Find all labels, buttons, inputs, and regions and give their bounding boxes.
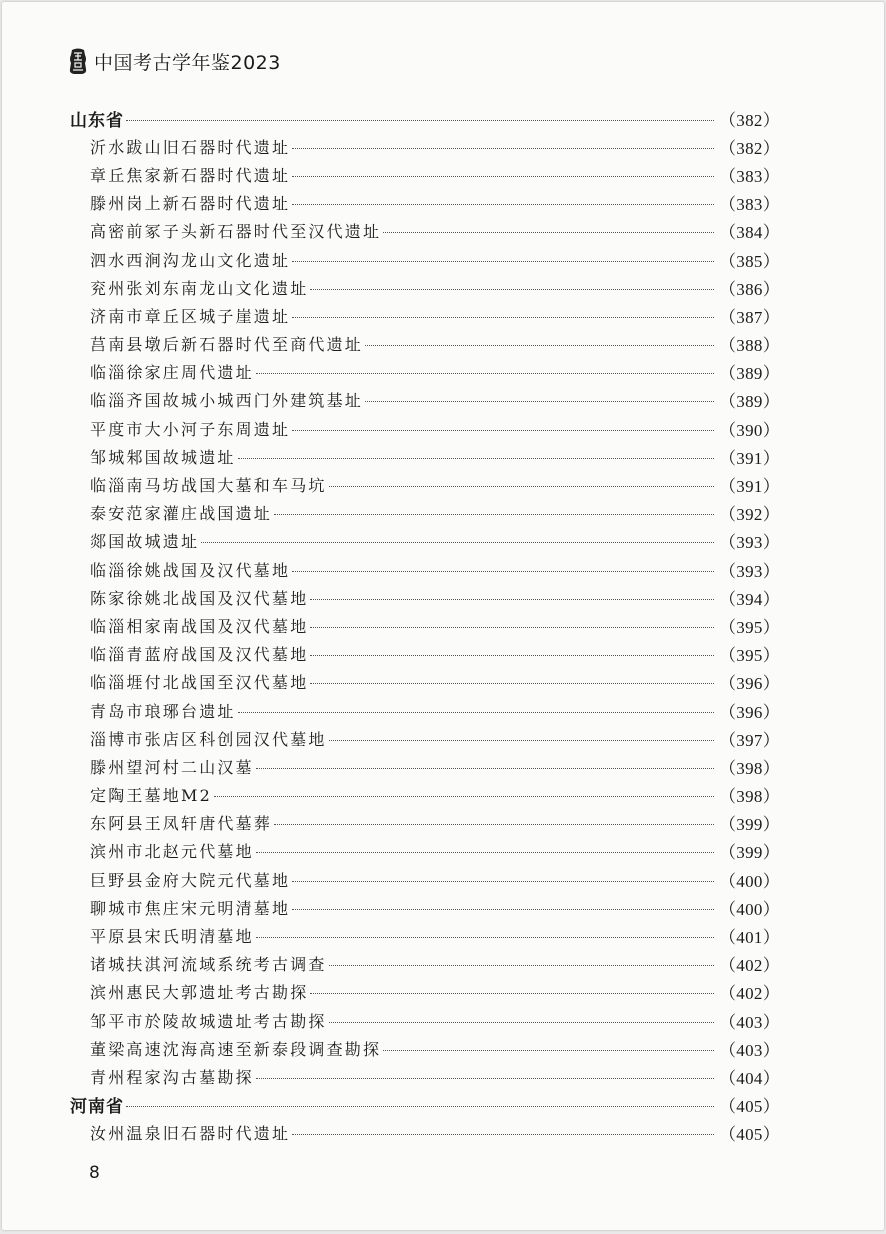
entry-title: 邹平市於陵故城遗址考古勘探 (90, 1011, 327, 1031)
toc-entry-row (70, 414, 780, 442)
toc-entry-row (70, 132, 780, 160)
toc-entry-row (70, 1062, 780, 1090)
entry-title: 临淄徐家庄周代遗址 (90, 363, 254, 383)
entry-title: 泰安范家灌庄战国遗址 (90, 504, 273, 524)
dot-leader (292, 909, 714, 910)
dot-leader (329, 486, 714, 487)
dot-leader (292, 1134, 714, 1135)
page-reference: （398） (719, 758, 780, 778)
entry-title: 巨野县金府大院元代墓地 (90, 870, 291, 890)
toc-entry-row (70, 950, 780, 978)
page-reference: （384） (719, 223, 780, 243)
toc-entry-row (70, 837, 780, 865)
entry-title: 滨州惠民大郭遗址考古勘探 (90, 983, 309, 1003)
page-reference: （395） (719, 646, 780, 666)
dot-leader (365, 345, 714, 346)
entry-title: 汝州温泉旧石器时代遗址 (90, 1124, 291, 1144)
toc-entry-row (70, 865, 780, 893)
entry-title: 滕州岗上新石器时代遗址 (90, 194, 291, 214)
toc-entry-row (70, 1034, 780, 1062)
page-reference: （389） (719, 364, 780, 384)
entry-title: 章丘焦家新石器时代遗址 (90, 165, 291, 185)
toc-entry-row (70, 217, 780, 245)
page-reference: （399） (719, 843, 780, 863)
dot-leader (310, 993, 714, 994)
toc-entry-row (70, 245, 780, 273)
page-reference: （403） (719, 1012, 780, 1032)
page-reference: （383） (719, 166, 780, 186)
toc-entry-row (70, 160, 780, 188)
page-reference: （402） (719, 956, 780, 976)
dot-leader (256, 1078, 714, 1079)
toc-entry-row (70, 499, 780, 527)
entry-title: 董梁高速沈海高速至新泰段调查勘探 (90, 1039, 382, 1059)
dot-leader (214, 796, 714, 797)
page-reference: （404） (719, 1068, 780, 1088)
dot-leader (292, 571, 714, 572)
page-reference: （388） (719, 336, 780, 356)
page-reference: （400） (719, 871, 780, 891)
toc-entry-row (70, 583, 780, 611)
entry-title: 青岛市琅琊台遗址 (90, 701, 236, 721)
dot-leader (256, 937, 714, 938)
page-reference: （394） (719, 589, 780, 609)
entry-title: 滕州望河村二山汉墓 (90, 757, 254, 777)
page-reference: （392） (719, 505, 780, 525)
dot-leader (329, 1022, 714, 1023)
page-reference: （399） (719, 815, 780, 835)
dot-leader (365, 401, 714, 402)
page-reference: （382） (719, 138, 780, 158)
page-reference: （405） (719, 1097, 780, 1117)
toc-entry-row (70, 189, 780, 217)
page-reference: （393） (719, 533, 780, 553)
page-reference: （397） (719, 730, 780, 750)
toc-entry-row (70, 752, 780, 780)
page-reference: （387） (719, 307, 780, 327)
entry-title: 陈家徐姚北战国及汉代墓地 (90, 588, 309, 608)
entry-title: 诸城扶淇河流域系统考古调查 (90, 955, 327, 975)
dot-leader (292, 176, 714, 177)
toc-entry-row (70, 1119, 780, 1147)
page-reference: （396） (719, 702, 780, 722)
header-title: 中国考古学年鉴2023 (94, 51, 281, 74)
toc-entry-row (70, 781, 780, 809)
dot-leader (329, 965, 714, 966)
toc-entry-row (70, 893, 780, 921)
entry-title: 聊城市焦庄宋元明清墓地 (90, 898, 291, 918)
entry-title: 东阿县王凤轩唐代墓葬 (90, 814, 273, 834)
entry-title: 平度市大小河子东周遗址 (90, 419, 291, 439)
dot-leader (126, 1106, 714, 1107)
page-reference: （391） (719, 448, 780, 468)
toc-entry-row (70, 442, 780, 470)
dot-leader (274, 824, 714, 825)
entry-title: 定陶王墓地M2 (90, 786, 212, 806)
dot-leader (256, 373, 714, 374)
toc-entry-row (70, 921, 780, 949)
toc-entry-row (70, 809, 780, 837)
entry-title: 临淄徐姚战国及汉代墓地 (90, 560, 291, 580)
page-reference: （396） (719, 674, 780, 694)
toc-entry-row (70, 696, 780, 724)
entry-title: 临淄青蓝府战国及汉代墓地 (90, 645, 309, 665)
toc-entry-row (70, 330, 780, 358)
entry-title: 莒南县墩后新石器时代至商代遗址 (90, 335, 364, 355)
entry-title: 青州程家沟古墓勘探 (90, 1067, 254, 1087)
page-reference: （403） (719, 1040, 780, 1060)
entry-title: 淄博市张店区科创园汉代墓地 (90, 729, 327, 749)
entry-title: 临淄相家南战国及汉代墓地 (90, 616, 309, 636)
toc-section-row (70, 1091, 780, 1119)
dot-leader (310, 627, 714, 628)
toc-entry-row (70, 668, 780, 696)
dot-leader (274, 514, 714, 515)
toc-entry-row (70, 611, 780, 639)
entry-title: 郯国故城遗址 (90, 532, 200, 552)
yearbook-seal-logo (68, 47, 88, 75)
page-reference: （400） (719, 899, 780, 919)
book-page (2, 2, 884, 1230)
dot-leader (292, 430, 714, 431)
entry-title: 临淄堐付北战国至汉代墓地 (90, 673, 309, 693)
toc-entry-row (70, 470, 780, 498)
entry-title: 泗水西涧沟龙山文化遗址 (90, 250, 291, 270)
entry-title: 邹城邾国故城遗址 (90, 447, 236, 467)
toc-entry-row (70, 978, 780, 1006)
page-reference: （386） (719, 279, 780, 299)
entry-title: 济南市章丘区城子崖遗址 (90, 306, 291, 326)
toc-entry-row (70, 358, 780, 386)
entry-title: 高密前冢子头新石器时代至汉代遗址 (90, 222, 382, 242)
page-number: 8 (89, 1163, 100, 1183)
page-reference: （391） (719, 477, 780, 497)
page-reference: （383） (719, 195, 780, 215)
page-reference: （390） (719, 420, 780, 440)
toc-entry-row (70, 1006, 780, 1034)
toc-section-row (70, 104, 780, 132)
dot-leader (383, 1050, 714, 1051)
toc-entry-row (70, 640, 780, 668)
dot-leader (292, 148, 714, 149)
entry-title: 沂水跋山旧石器时代遗址 (90, 137, 291, 157)
entry-title: 滨州市北赵元代墓地 (90, 842, 254, 862)
dot-leader (126, 120, 714, 121)
section-title: 河南省 (70, 1097, 124, 1118)
table-of-contents (70, 104, 780, 1147)
dot-leader (201, 542, 714, 543)
page-reference: （405） (719, 1125, 780, 1145)
page-reference: （402） (719, 984, 780, 1004)
dot-leader (329, 740, 714, 741)
page-reference: （385） (719, 251, 780, 271)
page-reference: （393） (719, 561, 780, 581)
dot-leader (238, 712, 714, 713)
dot-leader (292, 317, 714, 318)
dot-leader (256, 768, 714, 769)
dot-leader (256, 852, 714, 853)
dot-leader (383, 232, 714, 233)
dot-leader (292, 204, 714, 205)
dot-leader (310, 599, 714, 600)
toc-entry-row (70, 301, 780, 329)
dot-leader (310, 289, 714, 290)
toc-entry-row (70, 386, 780, 414)
dot-leader (238, 458, 714, 459)
page-reference: （389） (719, 392, 780, 412)
entry-title: 临淄南马坊战国大墓和车马坑 (90, 476, 327, 496)
dot-leader (292, 261, 714, 262)
section-title: 山东省 (70, 110, 124, 131)
page-reference: （395） (719, 617, 780, 637)
page-reference: （401） (719, 928, 780, 948)
dot-leader (310, 655, 714, 656)
entry-title: 平原县宋氏明清墓地 (90, 927, 254, 947)
entry-title: 兖州张刘东南龙山文化遗址 (90, 278, 309, 298)
toc-entry-row (70, 527, 780, 555)
page-reference: （398） (719, 787, 780, 807)
toc-entry-row (70, 273, 780, 301)
entry-title: 临淄齐国故城小城西门外建筑基址 (90, 391, 364, 411)
running-header (68, 46, 281, 76)
dot-leader (310, 683, 714, 684)
toc-entry-row (70, 555, 780, 583)
page-reference: （382） (719, 110, 780, 130)
dot-leader (292, 881, 714, 882)
toc-entry-row (70, 724, 780, 752)
